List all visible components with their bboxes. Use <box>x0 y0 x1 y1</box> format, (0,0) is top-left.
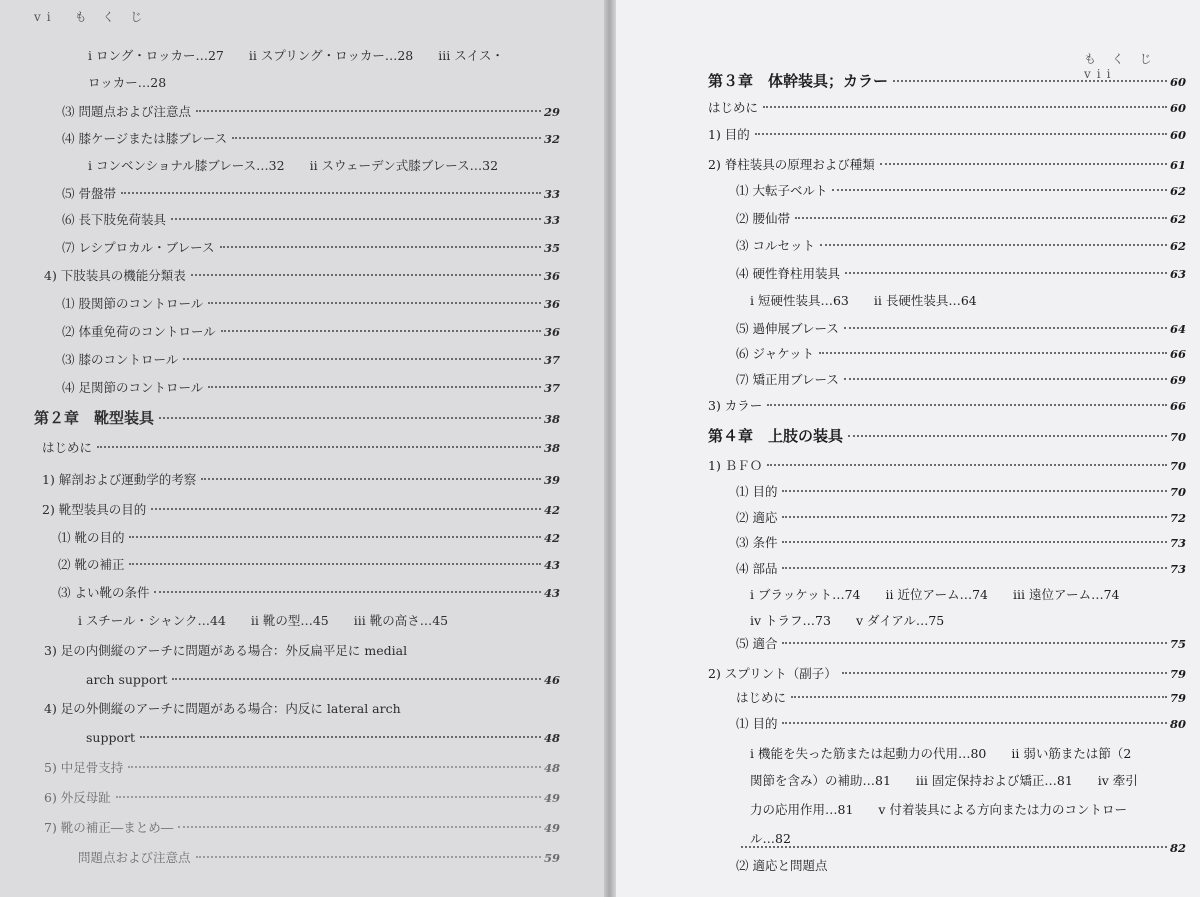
toc-entry-label: 2) 脊柱装具の原理および種類 <box>708 157 875 172</box>
dot-leader <box>741 846 1167 848</box>
toc-entry <box>58 557 560 573</box>
dot-leader <box>221 330 541 332</box>
toc-entry <box>736 183 1186 199</box>
toc-entry-label: ⑷ 足関節のコントロール <box>62 380 204 395</box>
toc-entry <box>736 372 1186 388</box>
toc-page-number: 35 <box>543 241 560 255</box>
toc-entry-label: arch support <box>86 672 168 687</box>
toc-entry-label: 第３章 体幹装具；カラー <box>708 72 889 90</box>
dot-leader <box>196 856 541 858</box>
toc-entry-label: ⑴ 目的 <box>736 484 778 499</box>
toc-page-number: 36 <box>543 325 560 339</box>
dot-leader <box>845 272 1167 274</box>
toc-page-number: 61 <box>1169 158 1186 172</box>
toc-entry <box>42 472 560 488</box>
toc-entry-label: 1) 目的 <box>708 127 750 142</box>
toc-subline-text: 力の応用作用…81 v 付着装具による方向または力のコントロー <box>750 802 1127 817</box>
toc-entry-label: ⑵ 適応 <box>736 510 778 525</box>
toc-entry-label: ⑹ ジャケット <box>736 346 815 361</box>
toc-entry-label: はじめに <box>42 440 93 455</box>
toc-entry-label: 第４章 上肢の装具 <box>708 427 844 445</box>
toc-subline-text: i 機能を失った筋または起動力の代用…80 ii 弱い筋または節（2 <box>750 746 1132 761</box>
toc-entry-label: ⑶ コルセット <box>736 238 815 253</box>
toc-page-number: 42 <box>543 503 560 517</box>
toc-entry-label: 問題点および注意点 <box>78 850 191 865</box>
dot-leader <box>844 378 1167 380</box>
toc-page-number: 32 <box>543 132 560 146</box>
toc-entry-label: 1) ＢＦＯ <box>708 458 763 473</box>
toc-entry-label: ⑺ 矯正用ブレース <box>736 372 839 387</box>
toc-entry <box>62 186 560 202</box>
dot-leader <box>129 536 541 538</box>
dot-leader <box>208 386 541 388</box>
toc-page-number: 80 <box>1169 717 1186 731</box>
toc-page-number: 39 <box>543 473 560 487</box>
toc-entry <box>736 510 1186 526</box>
chapter-heading <box>34 410 560 427</box>
toc-entry-label: support <box>86 730 135 745</box>
toc-entry-label: ⑶ 条件 <box>736 535 778 550</box>
toc-subline <box>750 746 1131 762</box>
toc-page-number: 70 <box>1169 430 1186 444</box>
toc-entry <box>708 127 1186 143</box>
toc-page-number: 75 <box>1169 637 1186 651</box>
dot-leader <box>201 478 541 480</box>
toc-subline-text: i ロング・ロッカー…27 ii スプリング・ロッカー…28 iii スイス・ <box>88 48 504 63</box>
dot-leader <box>782 567 1167 569</box>
dot-leader <box>782 541 1167 543</box>
dot-leader <box>154 591 541 593</box>
dot-leader <box>159 417 541 419</box>
toc-entry <box>86 730 560 746</box>
toc-subline <box>750 587 1120 603</box>
toc-entry-label: 3) カラー <box>708 398 763 413</box>
toc-subline <box>750 773 1138 789</box>
toc-entry-label: ⑶ よい靴の条件 <box>58 585 150 600</box>
toc-page-number: 33 <box>543 187 560 201</box>
dot-leader <box>232 137 541 139</box>
toc-entry <box>62 380 560 396</box>
toc-entry <box>62 296 560 312</box>
toc-page-number: 36 <box>543 297 560 311</box>
dot-leader <box>782 490 1167 492</box>
toc-subline <box>750 613 944 629</box>
toc-entry <box>708 666 1186 682</box>
toc-subline <box>44 643 407 659</box>
toc-subline <box>88 158 498 174</box>
toc-entry <box>62 352 560 368</box>
toc-entry <box>736 484 1186 500</box>
toc-page-number: 60 <box>1169 75 1186 89</box>
toc-entry-label: ⑴ 股関節のコントロール <box>62 296 204 311</box>
dot-leader <box>842 672 1167 674</box>
toc-entry-label: ⑷ 膝ケージまたは膝ブレース <box>62 131 228 146</box>
toc-subline <box>750 293 977 309</box>
toc-entry <box>78 850 560 866</box>
toc-entry <box>62 324 560 340</box>
toc-page-number: 42 <box>543 531 560 545</box>
dot-leader <box>220 246 541 248</box>
toc-entry <box>58 585 560 601</box>
toc-page-number: 64 <box>1169 322 1186 336</box>
dot-leader <box>782 642 1167 644</box>
toc-page-number: 59 <box>543 851 560 865</box>
toc-entry <box>62 131 560 147</box>
toc-entry-label: ⑵ 体重免荷のコントロール <box>62 324 216 339</box>
chapter-heading <box>708 428 1186 445</box>
dot-leader <box>767 464 1167 466</box>
toc-page-number: 37 <box>543 353 560 367</box>
toc-entry <box>62 240 560 256</box>
toc-entry <box>736 346 1186 362</box>
toc-page-number: 43 <box>543 558 560 572</box>
toc-entry-label: 1) 解剖および運動学的考察 <box>42 472 197 487</box>
toc-subline-text: 4) 足の外側縦のアーチに問題がある場合：内反に lateral arch <box>44 701 401 716</box>
toc-entry <box>62 212 560 228</box>
dot-leader <box>129 563 541 565</box>
dot-leader <box>782 722 1167 724</box>
toc-subline <box>88 75 166 91</box>
toc-entry <box>736 211 1186 227</box>
dot-leader <box>791 696 1167 698</box>
toc-page-number: 48 <box>543 731 560 745</box>
toc-entry-label: ⑹ 長下肢免荷装具 <box>62 212 166 227</box>
dot-leader <box>208 302 541 304</box>
toc-page-number: 60 <box>1169 128 1186 142</box>
dot-leader <box>116 796 541 798</box>
toc-page-number: 66 <box>1169 399 1186 413</box>
toc-entry-label: ⑸ 適合 <box>736 636 778 651</box>
toc-page-number: 36 <box>543 269 560 283</box>
toc-entry <box>708 398 1186 414</box>
toc-entry <box>708 100 1186 116</box>
toc-page-number: 62 <box>1169 239 1186 253</box>
toc-entry <box>736 561 1186 577</box>
dot-leader <box>832 189 1167 191</box>
toc-subline-text: 3) 足の内側縦のアーチに問題がある場合：外反扁平足に medial <box>44 643 408 658</box>
dot-leader <box>844 327 1167 329</box>
toc-entry <box>708 157 1186 173</box>
dot-leader <box>893 80 1167 82</box>
toc-entry-label: 5) 中足骨支持 <box>44 760 124 775</box>
toc-subline <box>88 48 504 64</box>
dot-leader <box>755 133 1167 135</box>
toc-subline-text: iv トラフ…73 v ダイアル…75 <box>750 613 945 628</box>
toc-entry <box>86 672 560 688</box>
toc-page-number: 38 <box>543 412 560 426</box>
toc-entry-label: はじめに <box>736 690 787 705</box>
toc-page-number: 73 <box>1169 536 1186 550</box>
toc-subline-text: i コンベンショナル膝ブレース…32 ii スウェーデン式膝ブレース…32 <box>88 158 499 173</box>
toc-page-number: 29 <box>543 105 560 119</box>
right-page <box>616 0 1200 897</box>
toc-entry-label: ⑷ 部品 <box>736 561 778 576</box>
dot-leader <box>880 163 1167 165</box>
dot-leader <box>191 274 541 276</box>
dot-leader <box>820 244 1167 246</box>
toc-entry <box>708 458 1186 474</box>
toc-entry <box>42 502 560 518</box>
toc-entry-label: ⑶ 膝のコントロール <box>62 352 179 367</box>
toc-entry <box>44 760 560 776</box>
toc-entry-label: 2) スプリント（副子） <box>708 666 837 681</box>
toc-page-number: 66 <box>1169 347 1186 361</box>
toc-entry-label: ⑸ 過伸展ブレース <box>736 321 839 336</box>
toc-subline <box>44 701 401 717</box>
toc-entry-label: はじめに <box>708 100 759 115</box>
toc-entry <box>736 321 1186 337</box>
toc-entry-label: 4) 下肢装具の機能分類表 <box>44 268 186 283</box>
toc-page-number: 79 <box>1169 667 1186 681</box>
toc-page-number: 62 <box>1169 184 1186 198</box>
book-gutter <box>604 0 616 897</box>
toc-entry <box>58 530 560 546</box>
toc-entry-label: ⑵ 腰仙帯 <box>736 211 790 226</box>
toc-page-number: 60 <box>1169 101 1186 115</box>
toc-entry-label: ⑴ 目的 <box>736 716 778 731</box>
toc-page-number: 43 <box>543 586 560 600</box>
toc-subline-text: i 短硬性装具…63 ii 長硬性装具…64 <box>750 293 977 308</box>
dot-leader <box>140 736 541 738</box>
toc-entry-label: 6) 外反母趾 <box>44 790 111 805</box>
toc-entry <box>736 840 1186 856</box>
toc-entry-label: 2) 靴型装具の目的 <box>42 502 147 517</box>
toc-entry <box>736 238 1186 254</box>
toc-page-number: 82 <box>1169 841 1186 855</box>
dot-leader <box>795 217 1167 219</box>
dot-leader <box>178 826 541 828</box>
toc-entry-label: 第２章 靴型装具 <box>34 409 155 427</box>
dot-leader <box>196 110 541 112</box>
dot-leader <box>782 516 1167 518</box>
toc-page-number: 49 <box>543 821 560 835</box>
toc-subline-text: ル…82 <box>750 831 791 846</box>
right-page-header: も く じ vii <box>1084 52 1176 81</box>
dot-leader <box>172 678 541 680</box>
dot-leader <box>183 358 541 360</box>
left-page-header: vi も く じ <box>34 10 149 24</box>
dot-leader <box>767 404 1167 406</box>
toc-page-number: 37 <box>543 381 560 395</box>
toc-page-number: 72 <box>1169 511 1186 525</box>
dot-leader <box>171 218 541 220</box>
toc-page-number: 73 <box>1169 562 1186 576</box>
toc-subline-text: i ブラッケット…74 ii 近位アーム…74 iii 遠位アーム…74 <box>750 587 1120 602</box>
toc-entry-label: ⑷ 硬性脊柱用装具 <box>736 266 840 281</box>
toc-subline <box>750 802 1127 818</box>
toc-entry <box>736 535 1186 551</box>
toc-entry <box>62 104 560 120</box>
toc-entry <box>42 440 560 456</box>
toc-entry <box>736 690 1186 706</box>
toc-entry-label: ⑺ レシプロカル・ブレース <box>62 240 215 255</box>
toc-page-number: 33 <box>543 213 560 227</box>
dot-leader <box>763 106 1167 108</box>
toc-page-number: 38 <box>543 441 560 455</box>
toc-page-number: 48 <box>543 761 560 775</box>
toc-page-number: 63 <box>1169 267 1186 281</box>
toc-page-number: 49 <box>543 791 560 805</box>
toc-entry <box>736 636 1186 652</box>
toc-page-number: 70 <box>1169 485 1186 499</box>
dot-leader <box>848 435 1167 437</box>
toc-entry <box>736 716 1186 732</box>
toc-subline <box>78 613 448 629</box>
dot-leader <box>819 352 1167 354</box>
toc-page-number: 69 <box>1169 373 1186 387</box>
toc-entry-label: ⑸ 骨盤帯 <box>62 186 116 201</box>
dot-leader <box>128 766 541 768</box>
toc-entry <box>44 790 560 806</box>
toc-entry-label: ⑶ 問題点および注意点 <box>62 104 191 119</box>
toc-entry-label: ⑵ 靴の補正 <box>58 557 125 572</box>
toc-page-number: 79 <box>1169 691 1186 705</box>
toc-entry <box>44 820 560 836</box>
toc-page-number: 46 <box>543 673 560 687</box>
toc-entry-label: ⑴ 大転子ベルト <box>736 183 828 198</box>
toc-entry-label: ⑵ 適応と問題点 <box>736 858 828 873</box>
toc-page-number: 62 <box>1169 212 1186 226</box>
toc-entry <box>736 858 851 874</box>
chapter-heading <box>708 73 1186 90</box>
dot-leader <box>151 508 541 510</box>
toc-subline-text: i スチール・シャンク…44 ii 靴の型…45 iii 靴の高さ…45 <box>78 613 449 628</box>
toc-page-number: 70 <box>1169 459 1186 473</box>
toc-entry-label: 7) 靴の補正―まとめ― <box>44 820 174 835</box>
toc-subline-text: 関節を含み）の補助…81 iii 固定保持および矯正…81 iv 牽引 <box>750 773 1138 788</box>
dot-leader <box>121 192 541 194</box>
toc-entry <box>44 268 560 284</box>
toc-entry <box>736 266 1186 282</box>
toc-subline-text: ロッカー…28 <box>88 75 167 90</box>
dot-leader <box>97 446 541 448</box>
toc-entry-label: ⑴ 靴の目的 <box>58 530 125 545</box>
